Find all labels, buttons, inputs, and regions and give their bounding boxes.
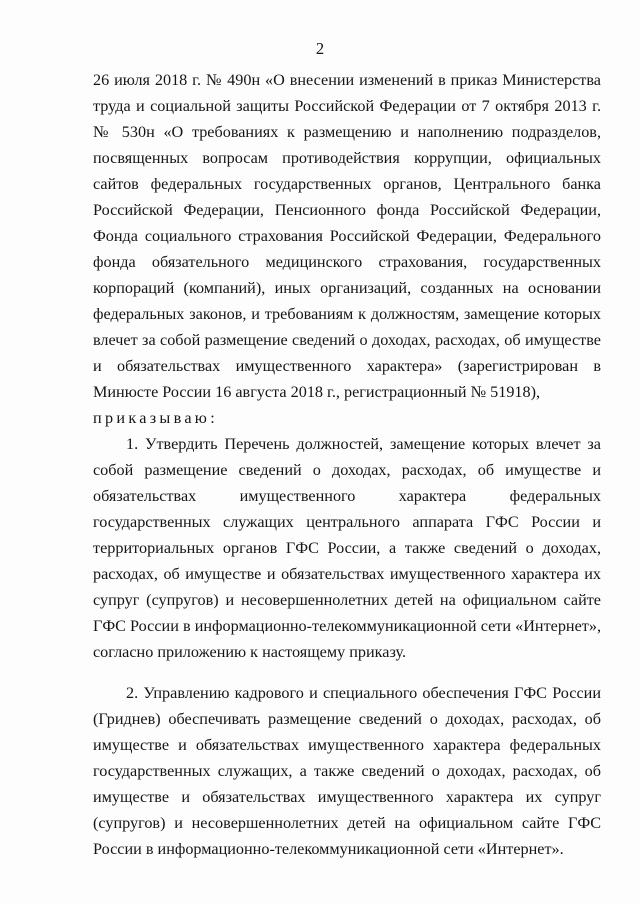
page-number: 2	[315, 39, 325, 58]
document-body	[93, 67, 601, 862]
item-2-paragraph: 2. Управлению кадрового и специального обеспечения ГФС России (Гриднев) обеспечивать размещение сведений о доходах, расходах, об имуществе и обязательствах имущественного характера федеральных государственных служащих, а также сведений о доходах, расходах, об имуществе и обязательствах имущественного характера их супруг (супругов) и несовершеннолетних детей на официальном сайте ГФС России в информационно-телекоммуникационной сети «Интернет».	[93, 684, 601, 858]
item-1-paragraph: 1. Утвердить Перечень должностей, замещение которых влечет за собой размещение сведений о доходах, расходах, об имуществе и обязательствах имущественного характера федеральных государственных служащих центрального аппарата ГФС России и территориальных органов ГФС России, а также сведений о доходах, расходах, об имуществе и обязательствах имущественного характера их супруг (супругов) и несовершеннолетних детей на официальном сайте ГФС России в информационно-телекоммуникационной сети «Интернет», согласно приложению к настоящему приказу.	[93, 435, 601, 661]
order-word: приказываю:	[93, 409, 218, 427]
intro-paragraph: 26 июля 2018 г. № 490н «О внесении изменений в приказ Министерства труда и социальной защиты Российской Федерации от 7 октября 2013 г. № 530н «О требованиях к размещению и наполнению подразделов, посвященных вопросам противодействия коррупции, официальных сайтов федеральных государственных органов, Центрального банка Российской Федерации, Пенсионного фонда Российской Федерации, Фонда социального страхования Российской Федерации, Федерального фонда обязательного медицинского страхования, государственных корпораций (компаний), иных организаций, созданных на основании федеральных законов, и требованиям к должностям, замещение которых влечет за собой размещение сведений о доходах, расходах, об имуществе и обязательствах имущественного характера» (зарегистрирован в Минюсте России 16 августа 2018 г., регистрационный № 51918),	[93, 71, 601, 401]
